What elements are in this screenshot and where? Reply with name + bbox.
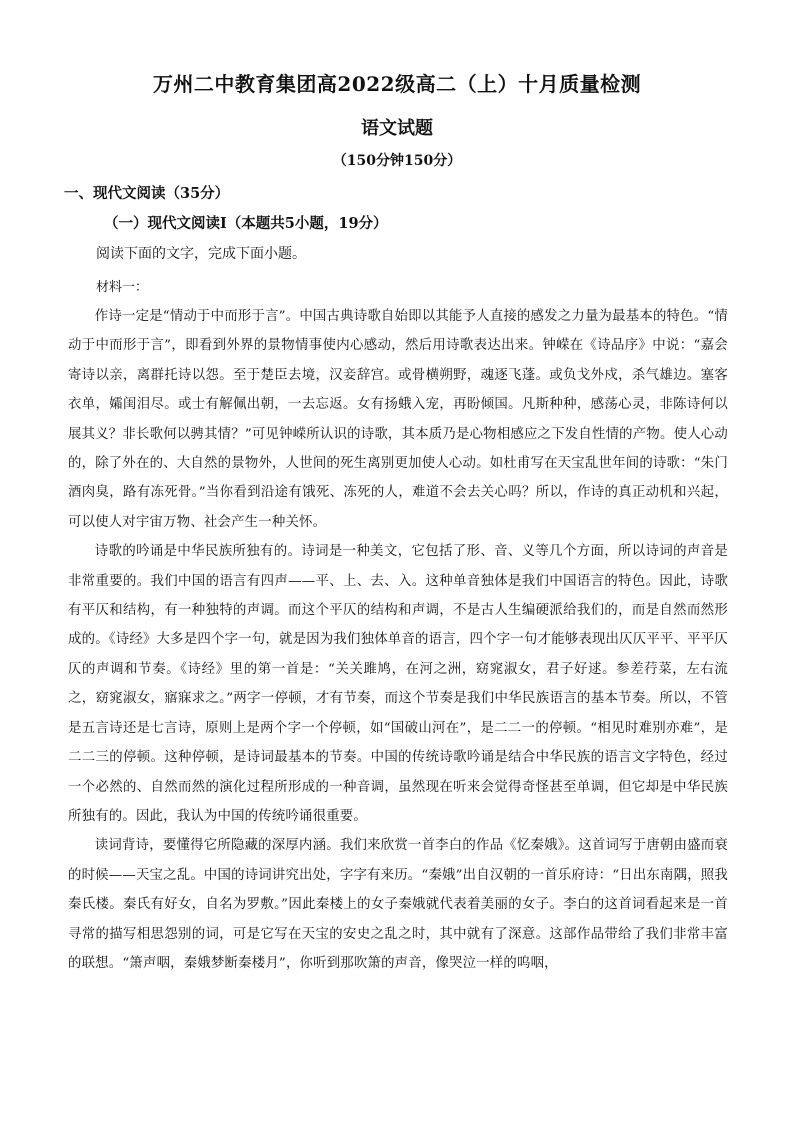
passage-body — [68, 302, 728, 978]
reading-instruction: 阅读下面的文字，完成下面小题。 — [96, 246, 306, 262]
section-heading: 一、现代文阅读（35分） — [64, 185, 230, 202]
exam-subject: 语文试题 — [361, 118, 433, 139]
material-label: 材料一： — [96, 280, 149, 295]
passage-paragraph: 读词背诗，要懂得它所隐藏的深厚内涵。我们来欣赏一首李白的作品《忆秦娥》。这首词写于唐朝由盛而衰的时候——天宝之乱。中国的诗词讲究出处，字字有来历。“秦娥”出自汉朝的一首乐府诗：“日出东南隅，照我秦氏楼。秦氏有好女，自名为罗敷。”因此秦楼上的女子秦娥就代表着美丽的女子。李白的这首词看起来是一首寻常的描写相思怨别的词，可是它写在天宝的安史之乱之时，其中就有了深意。这部作品带给了我们非常丰富的联想。“箫声咽，秦娥梦断秦楼月”，你听到那吹箫的声音，像哭泣一样的呜咽， — [68, 838, 728, 971]
exam-duration: （150分钟150分） — [332, 153, 462, 169]
exam-title: 万州二中教育集团高2022级高二（上）十月质量检测 — [152, 72, 642, 96]
subsection-heading: （一）现代文阅读Ⅰ（本题共5小题，19分） — [104, 215, 388, 232]
passage-paragraph: 作诗一定是“情动于中而形于言”。中国古典诗歌自始即以其能予人直接的感发之力量为最基本的特色。“情动于中而形于言”，即看到外界的景物情事使内心感动，然后用诗歌表达出来。钟嵘在《诗品序》中说：“嘉会寄诗以亲，离群托诗以怨。至于楚臣去境，汉妾辞宫。或骨横朔野，魂逐飞蓬。或负戈外戍，杀气雄边。塞客衣单，孀闺泪尽。或士有解佩出朝，一去忘返。女有扬蛾入宠，再盼倾国。凡斯种种，感荡心灵，非陈诗何以展其义？非长歌何以骋其情？”可见钟嵘所认识的诗歌，其本质乃是心物相感应之下发自性情的产物。使人心动的，除了外在的、大自然的景物外，人世间的死生离别更加使人心动。如杜甫写在天宝乱世年间的诗歌：“朱门酒肉臭，路有冻死骨。”当你看到沿途有饿死、冻死的人，难道不会去关心吗？所以，作诗的真正动机和兴起，可以使人对宇宙万物、社会产生一种关怀。 — [68, 309, 728, 530]
passage-paragraph: 诗歌的吟诵是中华民族所独有的。诗词是一种美文，它包括了形、音、义等几个方面，所以诗词的声音是非常重要的。我们中国的语言有四声——平、上、去、入。这种单音独体是我们中国语言的特色。因此，诗歌有平仄和结构，有一种独特的声调。而这个平仄的结构和声调，不是古人生编硬派给我们的，而是自然而然形成的。《诗经》大多是四个字一句，就是因为我们独体单音的语言，四个字一句才能够表现出仄仄平平、平平仄仄的声调和节奏。《诗经》里的第一首是：“关关雎鸠，在河之洲，窈窕淑女，君子好逑。参差荇菜，左右流之，窈窕淑女，寤寐求之。”两字一停顿，才有节奏，而这个节奏是我们中华民族语言的基本节奏。所以，不管是五言诗还是七言诗，原则上是两个字一个停顿，如“国破山河在”，是二二一的停顿。“相见时难别亦难”，是二二三的停顿。这种停顿，是诗词最基本的节奏。中国的传统诗歌吟诵是结合中华民族的语言文字特色，经过一个必然的、自然而然的演化过程所形成的一种音调，虽然现在听来会觉得奇怪甚至单调，但它却是中华民族所独有的。因此，我认为中国的传统吟诵很重要。 — [68, 544, 728, 824]
